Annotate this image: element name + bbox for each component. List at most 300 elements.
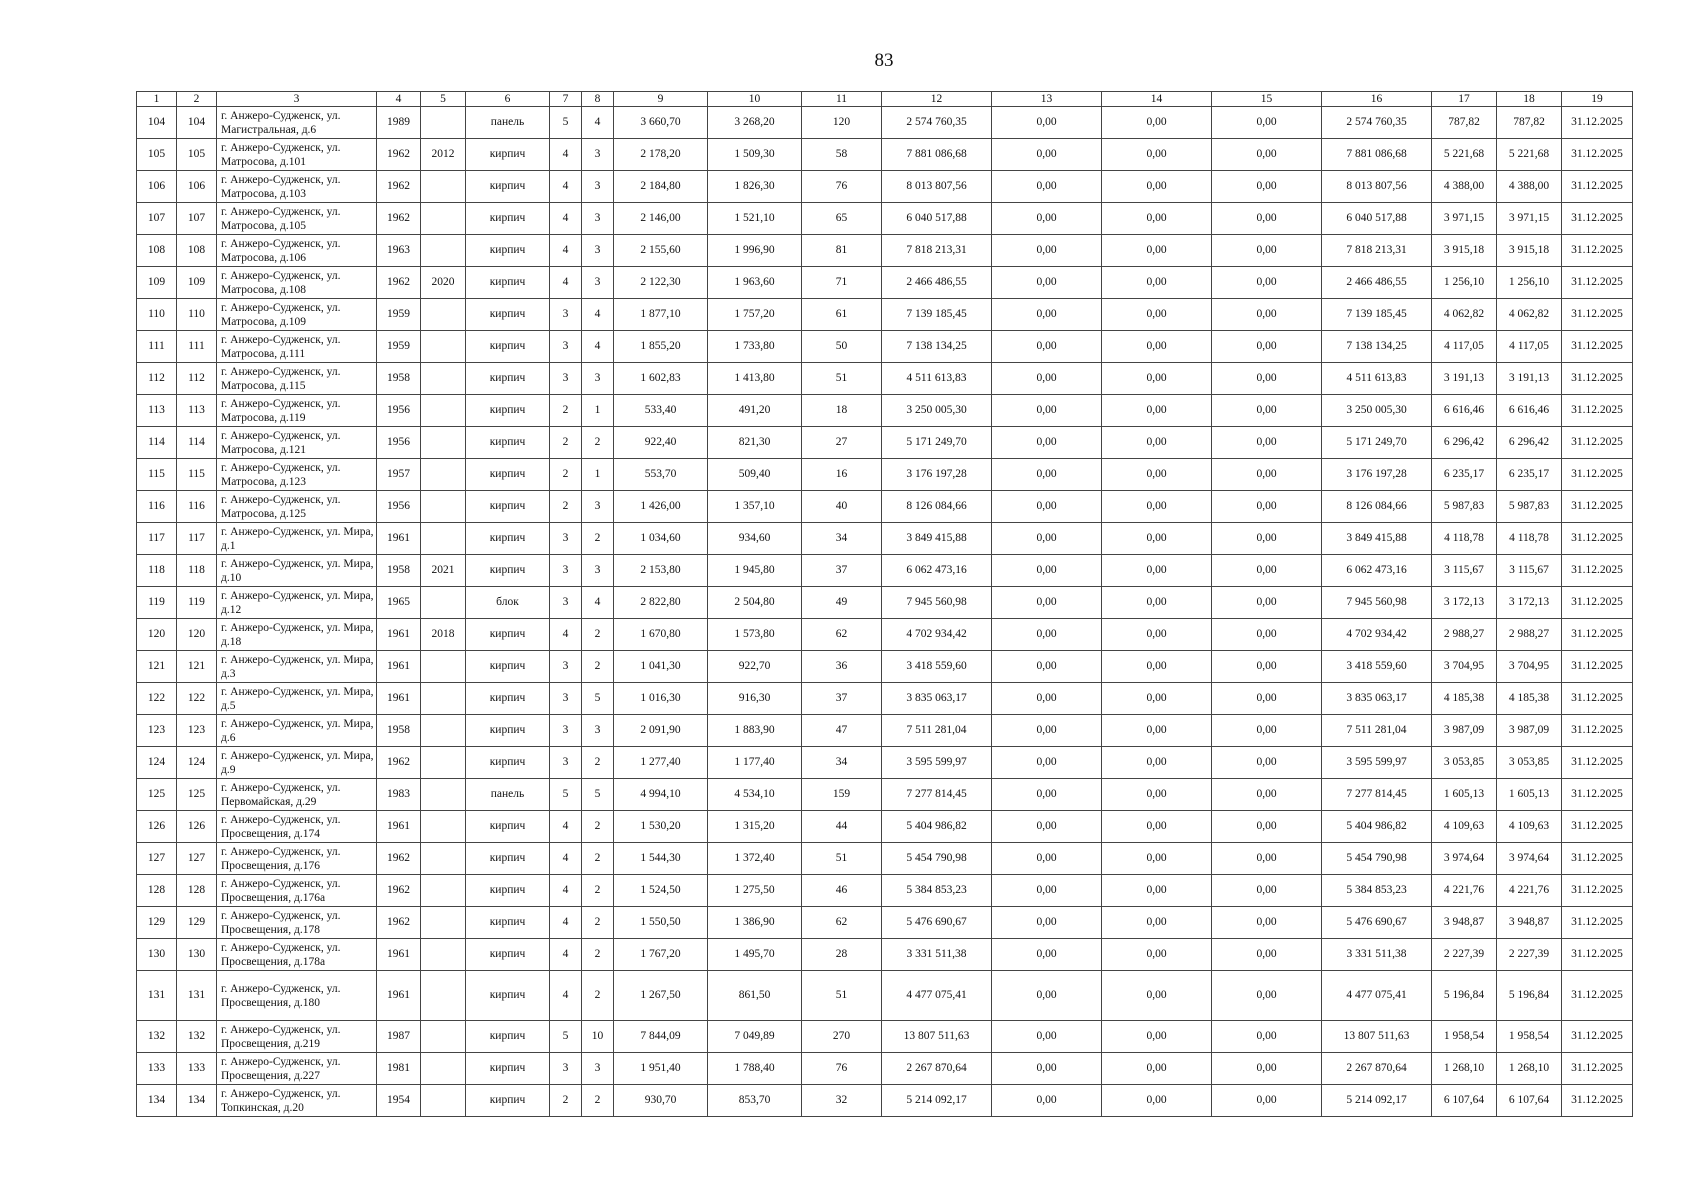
table-cell: 7 511 281,04 (1322, 715, 1432, 747)
table-cell: 0,00 (992, 715, 1102, 747)
table-row (137, 1053, 1633, 1085)
table-cell: 8 126 084,66 (1322, 491, 1432, 523)
table-cell: 1983 (377, 779, 421, 811)
table-cell: кирпич (466, 555, 550, 587)
table-cell: 112 (177, 363, 217, 395)
table-cell: 0,00 (992, 107, 1102, 139)
table-cell: 3 (550, 299, 582, 331)
table-cell: 4 (550, 203, 582, 235)
table-cell (421, 459, 466, 491)
table-cell: кирпич (466, 1085, 550, 1117)
table-cell: 5 (550, 779, 582, 811)
table-cell: 1 733,80 (708, 331, 802, 363)
table-cell: 3 172,13 (1497, 587, 1562, 619)
table-cell: 6 616,46 (1432, 395, 1497, 427)
table-row (137, 971, 1633, 1021)
table-cell: 31.12.2025 (1562, 363, 1633, 395)
table-cell: 1 426,00 (614, 491, 708, 523)
table-cell: 3 (582, 203, 614, 235)
table-cell: 58 (802, 139, 882, 171)
table-cell: 2 227,39 (1497, 939, 1562, 971)
table-cell: кирпич (466, 363, 550, 395)
table-cell: 3 (582, 267, 614, 299)
table-cell: 40 (802, 491, 882, 523)
table-cell: 7 139 185,45 (1322, 299, 1432, 331)
column-header-19: 19 (1562, 92, 1633, 107)
table-cell: 76 (802, 171, 882, 203)
table-cell: 0,00 (1212, 939, 1322, 971)
table-cell: 31.12.2025 (1562, 491, 1633, 523)
table-cell: 5 384 853,23 (1322, 875, 1432, 907)
table-cell: 6 616,46 (1497, 395, 1562, 427)
table-cell: блок (466, 587, 550, 619)
table-cell: 3 115,67 (1497, 555, 1562, 587)
table-cell: 4 511 613,83 (1322, 363, 1432, 395)
table-cell: 4 702 934,42 (882, 619, 992, 651)
table-cell: 0,00 (992, 171, 1102, 203)
table-cell: 31.12.2025 (1562, 939, 1633, 971)
table-cell: 5 404 986,82 (1322, 811, 1432, 843)
table-cell: 3 (550, 523, 582, 555)
table-cell: 3 (550, 331, 582, 363)
table-cell: 0,00 (992, 1021, 1102, 1053)
table-cell: кирпич (466, 395, 550, 427)
table-cell: 0,00 (1212, 651, 1322, 683)
table-cell: 8 013 807,56 (882, 171, 992, 203)
table-cell (421, 683, 466, 715)
table-cell: 0,00 (992, 875, 1102, 907)
table-cell: 106 (177, 171, 217, 203)
table-cell (421, 875, 466, 907)
table-cell: 0,00 (992, 267, 1102, 299)
table-cell: 0,00 (1102, 235, 1212, 267)
table-cell: 7 277 814,45 (1322, 779, 1432, 811)
table-cell: 1 826,30 (708, 171, 802, 203)
table-cell: 491,20 (708, 395, 802, 427)
table-cell: 6 062 473,16 (882, 555, 992, 587)
table-cell: кирпич (466, 267, 550, 299)
table-cell: кирпич (466, 299, 550, 331)
table-cell: 1962 (377, 203, 421, 235)
table-cell: 1962 (377, 843, 421, 875)
table-cell: 0,00 (1212, 235, 1322, 267)
table-cell: 121 (177, 651, 217, 683)
table-cell: 5 214 092,17 (1322, 1085, 1432, 1117)
table-cell: 1 602,83 (614, 363, 708, 395)
table-cell: 3 835 063,17 (1322, 683, 1432, 715)
address-cell: г. Анжеро-Судженск, ул. Матросова, д.123 (217, 459, 377, 491)
table-cell (421, 1053, 466, 1085)
table-cell: 31.12.2025 (1562, 459, 1633, 491)
table-cell: 1962 (377, 907, 421, 939)
table-cell: 1 034,60 (614, 523, 708, 555)
table-cell: 1 495,70 (708, 939, 802, 971)
table-cell: 127 (137, 843, 177, 875)
table-cell: 0,00 (1102, 1085, 1212, 1117)
table-cell: 71 (802, 267, 882, 299)
table-cell: 0,00 (992, 811, 1102, 843)
table-cell: 122 (177, 683, 217, 715)
table-cell: 0,00 (1212, 491, 1322, 523)
table-cell: 4 062,82 (1432, 299, 1497, 331)
column-header-11: 11 (802, 92, 882, 107)
table-cell: 4 117,05 (1432, 331, 1497, 363)
address-cell: г. Анжеро-Судженск, ул. Матросова, д.103 (217, 171, 377, 203)
table-cell: 129 (137, 907, 177, 939)
table-cell: 1 605,13 (1497, 779, 1562, 811)
table-cell: 37 (802, 555, 882, 587)
table-row (137, 331, 1633, 363)
table-cell: 28 (802, 939, 882, 971)
column-header-5: 5 (421, 92, 466, 107)
table-cell: кирпич (466, 331, 550, 363)
table-cell: 5 454 790,98 (1322, 843, 1432, 875)
table-cell: 4 (550, 235, 582, 267)
table-cell (421, 523, 466, 555)
table-cell: 5 987,83 (1497, 491, 1562, 523)
table-cell: 61 (802, 299, 882, 331)
table-cell: 31.12.2025 (1562, 779, 1633, 811)
table-cell: 1 509,30 (708, 139, 802, 171)
table-cell: 0,00 (1212, 747, 1322, 779)
table-cell: 0,00 (992, 651, 1102, 683)
table-cell: кирпич (466, 203, 550, 235)
table-cell: 3 (550, 747, 582, 779)
table-cell: 1 256,10 (1432, 267, 1497, 299)
column-header-17: 17 (1432, 92, 1497, 107)
table-cell: 0,00 (992, 427, 1102, 459)
table-cell: 1 767,20 (614, 939, 708, 971)
table-cell: 1 550,50 (614, 907, 708, 939)
table-cell: 107 (177, 203, 217, 235)
table-cell: 3 053,85 (1432, 747, 1497, 779)
table-row (137, 779, 1633, 811)
table-cell: 31.12.2025 (1562, 619, 1633, 651)
table-cell: 0,00 (1102, 715, 1212, 747)
table-cell: 3 (550, 683, 582, 715)
table-cell: 31.12.2025 (1562, 299, 1633, 331)
table-cell: 104 (177, 107, 217, 139)
table-cell: 1 958,54 (1432, 1021, 1497, 1053)
table-cell: 3 915,18 (1432, 235, 1497, 267)
table-cell: 3 704,95 (1497, 651, 1562, 683)
table-cell: 1 413,80 (708, 363, 802, 395)
table-cell: 117 (137, 523, 177, 555)
table-cell: 113 (137, 395, 177, 427)
table-cell: 2 (582, 619, 614, 651)
table-cell: 111 (137, 331, 177, 363)
address-cell: г. Анжеро-Судженск, ул. Матросова, д.125 (217, 491, 377, 523)
table-cell: 4 (550, 619, 582, 651)
table-cell: 1 605,13 (1432, 779, 1497, 811)
column-header-8: 8 (582, 92, 614, 107)
table-cell: кирпич (466, 235, 550, 267)
address-cell: г. Анжеро-Судженск, ул. Матросова, д.101 (217, 139, 377, 171)
table-cell (421, 299, 466, 331)
table-cell: 1 277,40 (614, 747, 708, 779)
table-cell: 4 117,05 (1497, 331, 1562, 363)
table-cell: 31.12.2025 (1562, 203, 1633, 235)
table-cell: 0,00 (992, 555, 1102, 587)
address-cell: г. Анжеро-Судженск, ул. Просвещения, д.178а (217, 939, 377, 971)
table-cell: 3 (582, 235, 614, 267)
table-cell: 1961 (377, 971, 421, 1021)
table-cell: 2 (582, 523, 614, 555)
table-cell: 0,00 (1102, 907, 1212, 939)
table-cell: 6 107,64 (1432, 1085, 1497, 1117)
table-cell: 1 757,20 (708, 299, 802, 331)
table-cell: 0,00 (1212, 299, 1322, 331)
address-cell: г. Анжеро-Судженск, ул. Просвещения, д.174 (217, 811, 377, 843)
address-cell: г. Анжеро-Судженск, ул. Мира, д.6 (217, 715, 377, 747)
table-cell: 0,00 (1102, 939, 1212, 971)
table-cell: 0,00 (1212, 715, 1322, 747)
table-cell: 31.12.2025 (1562, 811, 1633, 843)
table-cell: 114 (177, 427, 217, 459)
table-cell: 115 (177, 459, 217, 491)
table-cell: 31.12.2025 (1562, 907, 1633, 939)
table-cell: 4 511 613,83 (882, 363, 992, 395)
table-cell: 7 138 134,25 (882, 331, 992, 363)
table-cell: 1 (582, 459, 614, 491)
address-cell: г. Анжеро-Судженск, ул. Матросова, д.106 (217, 235, 377, 267)
table-cell: 3 948,87 (1497, 907, 1562, 939)
table-cell: 1 372,40 (708, 843, 802, 875)
table-cell: 1981 (377, 1053, 421, 1085)
table-cell: 2 227,39 (1432, 939, 1497, 971)
table-cell: 1 386,90 (708, 907, 802, 939)
table-cell: кирпич (466, 971, 550, 1021)
table-cell: 922,70 (708, 651, 802, 683)
table-cell: 1962 (377, 267, 421, 299)
table-cell: 270 (802, 1021, 882, 1053)
table-cell: 3 053,85 (1497, 747, 1562, 779)
table-cell: 3 (550, 587, 582, 619)
table-row (137, 107, 1633, 139)
table-cell: 4 (550, 875, 582, 907)
table-cell (421, 1085, 466, 1117)
table-cell: 31.12.2025 (1562, 843, 1633, 875)
address-cell: г. Анжеро-Судженск, ул. Матросова, д.121 (217, 427, 377, 459)
table-cell: 31.12.2025 (1562, 235, 1633, 267)
table-cell: 2 (550, 459, 582, 491)
table-cell: 125 (137, 779, 177, 811)
table-cell (421, 235, 466, 267)
address-cell: г. Анжеро-Судженск, ул. Первомайская, д.29 (217, 779, 377, 811)
table-cell: 131 (137, 971, 177, 1021)
table-cell: 37 (802, 683, 882, 715)
table-cell: 853,70 (708, 1085, 802, 1117)
table-cell: 120 (137, 619, 177, 651)
table-cell: 1 951,40 (614, 1053, 708, 1085)
table-cell (421, 907, 466, 939)
table-cell: 3 418 559,60 (882, 651, 992, 683)
address-cell: г. Анжеро-Судженск, ул. Матросова, д.109 (217, 299, 377, 331)
table-cell: 1 041,30 (614, 651, 708, 683)
table-cell: 533,40 (614, 395, 708, 427)
table-cell: 31.12.2025 (1562, 427, 1633, 459)
table-cell: 0,00 (1102, 395, 1212, 427)
table-cell: 0,00 (1102, 587, 1212, 619)
table-cell: 4 221,76 (1432, 875, 1497, 907)
table-cell: 1 268,10 (1497, 1053, 1562, 1085)
table-cell: 0,00 (1102, 491, 1212, 523)
column-header-7: 7 (550, 92, 582, 107)
table-cell: кирпич (466, 907, 550, 939)
table-cell: кирпич (466, 427, 550, 459)
table-cell: 3 974,64 (1432, 843, 1497, 875)
table-cell: 3 250 005,30 (882, 395, 992, 427)
table-cell: 2 (582, 843, 614, 875)
table-cell: 1 177,40 (708, 747, 802, 779)
table-cell: 76 (802, 1053, 882, 1085)
table-cell: кирпич (466, 1021, 550, 1053)
table-row (137, 427, 1633, 459)
table-cell: 2020 (421, 267, 466, 299)
table-cell: 3 987,09 (1497, 715, 1562, 747)
table-cell: 3 704,95 (1432, 651, 1497, 683)
table-cell: 0,00 (992, 363, 1102, 395)
table-cell: 1 (582, 395, 614, 427)
address-cell: г. Анжеро-Судженск, ул. Мира, д.9 (217, 747, 377, 779)
table-cell: 922,40 (614, 427, 708, 459)
table-row (137, 395, 1633, 427)
table-cell: 120 (802, 107, 882, 139)
table-cell: 1 996,90 (708, 235, 802, 267)
table-cell: 44 (802, 811, 882, 843)
table-cell: 0,00 (1212, 587, 1322, 619)
table-cell (421, 747, 466, 779)
table-cell: 553,70 (614, 459, 708, 491)
table-cell: 3 250 005,30 (1322, 395, 1432, 427)
table-cell: 787,82 (1497, 107, 1562, 139)
table-cell: 1961 (377, 683, 421, 715)
table-cell: 1 945,80 (708, 555, 802, 587)
table-cell: 2 267 870,64 (882, 1053, 992, 1085)
table-cell: 5 (550, 107, 582, 139)
table-cell: 0,00 (1212, 1053, 1322, 1085)
table-cell: 1 855,20 (614, 331, 708, 363)
table-cell: 3 849 415,88 (882, 523, 992, 555)
table-cell: 930,70 (614, 1085, 708, 1117)
table-cell: 0,00 (992, 747, 1102, 779)
table-cell: 31.12.2025 (1562, 523, 1633, 555)
table-cell: 0,00 (992, 523, 1102, 555)
address-cell: г. Анжеро-Судженск, ул. Просвещения, д.176а (217, 875, 377, 907)
table-cell: 16 (802, 459, 882, 491)
table-cell: 0,00 (1212, 523, 1322, 555)
table-cell: 27 (802, 427, 882, 459)
table-cell: 916,30 (708, 683, 802, 715)
table-cell: 4 109,63 (1432, 811, 1497, 843)
table-row (137, 171, 1633, 203)
table-cell: 0,00 (1212, 395, 1322, 427)
table-cell: 1 963,60 (708, 267, 802, 299)
table-row (137, 555, 1633, 587)
table-cell: 2 155,60 (614, 235, 708, 267)
table-cell: 3 987,09 (1432, 715, 1497, 747)
table-cell: 118 (137, 555, 177, 587)
table-cell: 130 (137, 939, 177, 971)
column-header-14: 14 (1102, 92, 1212, 107)
table-cell: 0,00 (1212, 907, 1322, 939)
table-cell: 4 185,38 (1432, 683, 1497, 715)
table-cell: 2 574 760,35 (1322, 107, 1432, 139)
table-cell: 3 595 599,97 (882, 747, 992, 779)
table-cell: 5 476 690,67 (1322, 907, 1432, 939)
table-row (137, 939, 1633, 971)
address-cell: г. Анжеро-Судженск, ул. Матросова, д.111 (217, 331, 377, 363)
address-cell: г. Анжеро-Судженск, ул. Мира, д.1 (217, 523, 377, 555)
table-cell: 0,00 (1212, 267, 1322, 299)
table-cell: 31.12.2025 (1562, 555, 1633, 587)
table-cell: 2012 (421, 139, 466, 171)
table-cell: 128 (177, 875, 217, 907)
table-cell (421, 427, 466, 459)
table-cell: 6 107,64 (1497, 1085, 1562, 1117)
table-cell: 0,00 (1102, 331, 1212, 363)
table-cell: 1958 (377, 363, 421, 395)
table-cell: кирпич (466, 939, 550, 971)
table-cell: 110 (137, 299, 177, 331)
table-cell: 0,00 (1102, 523, 1212, 555)
table-cell: 2 091,90 (614, 715, 708, 747)
table-cell: 131 (177, 971, 217, 1021)
table-cell: 3 660,70 (614, 107, 708, 139)
table-cell: 123 (177, 715, 217, 747)
table-cell: 3 971,15 (1497, 203, 1562, 235)
table-cell: 0,00 (1212, 171, 1322, 203)
table-cell: 31.12.2025 (1562, 1021, 1633, 1053)
column-header-13: 13 (992, 92, 1102, 107)
table-cell: 1956 (377, 395, 421, 427)
address-cell: г. Анжеро-Судженск, ул. Матросова, д.105 (217, 203, 377, 235)
table-cell: 0,00 (1102, 267, 1212, 299)
table-cell: 4 (582, 587, 614, 619)
table-cell: 2 184,80 (614, 171, 708, 203)
table-cell (421, 1021, 466, 1053)
table-cell: 4 (550, 139, 582, 171)
table-cell: 0,00 (1102, 107, 1212, 139)
table-cell (421, 651, 466, 683)
table-cell: 2 (550, 1085, 582, 1117)
table-row (137, 683, 1633, 715)
table-cell: 1 524,50 (614, 875, 708, 907)
table-cell: 121 (137, 651, 177, 683)
table-cell: 2 504,80 (708, 587, 802, 619)
table-cell (421, 811, 466, 843)
column-header-18: 18 (1497, 92, 1562, 107)
table-cell: 134 (137, 1085, 177, 1117)
table-cell: кирпич (466, 843, 550, 875)
table-cell: кирпич (466, 875, 550, 907)
table-cell: 0,00 (1212, 107, 1322, 139)
table-cell: 0,00 (1102, 1053, 1212, 1085)
table-cell: 1961 (377, 811, 421, 843)
table-cell: 934,60 (708, 523, 802, 555)
table-cell: 6 235,17 (1497, 459, 1562, 491)
table-cell: 1956 (377, 427, 421, 459)
table-cell: 127 (177, 843, 217, 875)
table-cell (421, 939, 466, 971)
table-cell: 1 877,10 (614, 299, 708, 331)
table-cell: 2 988,27 (1497, 619, 1562, 651)
table-cell: кирпич (466, 683, 550, 715)
table-cell: 2 146,00 (614, 203, 708, 235)
table-cell: кирпич (466, 747, 550, 779)
table-cell: 4 118,78 (1497, 523, 1562, 555)
table-cell: 4 702 934,42 (1322, 619, 1432, 651)
